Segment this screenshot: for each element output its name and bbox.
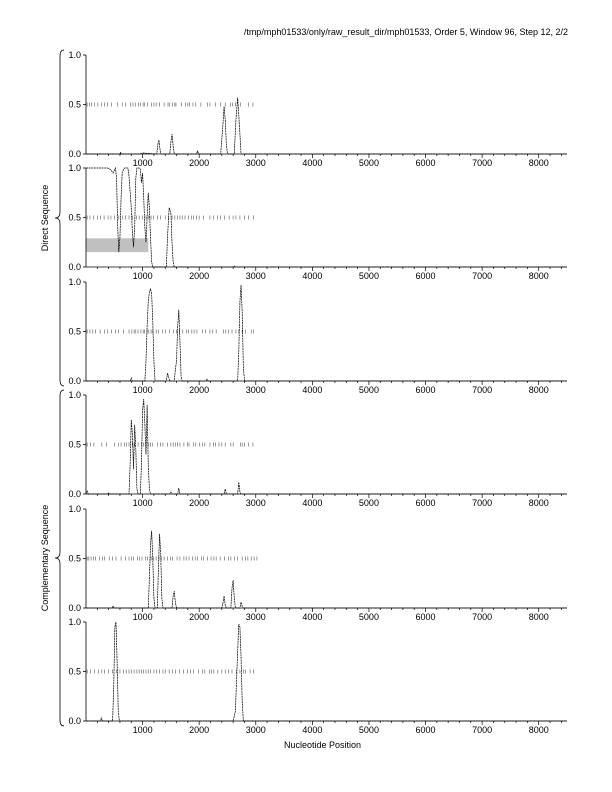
y-tick-label: 0.0 bbox=[68, 376, 81, 386]
y-tick-label: 1.0 bbox=[68, 617, 81, 627]
x-tick-label: 6000 bbox=[415, 271, 436, 281]
shaded-region bbox=[86, 238, 148, 252]
y-tick-label: 0.0 bbox=[68, 262, 81, 272]
x-tick-label: 3000 bbox=[245, 498, 266, 508]
page-title: /tmp/mph01533/only/raw_result_dir/mph01533, Order 5, Window 96, Step 12, 2/2 bbox=[243, 27, 568, 37]
x-tick-label: 5000 bbox=[358, 612, 379, 622]
y-tick-label: 0.0 bbox=[68, 603, 81, 613]
series-line bbox=[86, 399, 567, 494]
panel-1 bbox=[68, 50, 567, 168]
x-tick-label: 7000 bbox=[472, 385, 493, 395]
x-tick-label: 7000 bbox=[472, 498, 493, 508]
y-tick-label: 1.0 bbox=[68, 504, 81, 514]
series-line bbox=[86, 531, 567, 608]
y-tick-label: 1.0 bbox=[68, 390, 81, 400]
x-tick-label: 2000 bbox=[189, 725, 210, 735]
x-tick-label: 8000 bbox=[528, 385, 549, 395]
series-line bbox=[86, 168, 567, 267]
x-tick-label: 4000 bbox=[302, 725, 323, 735]
x-tick-label: 2000 bbox=[189, 498, 210, 508]
x-tick-label: 3000 bbox=[245, 725, 266, 735]
x-tick-label: 1000 bbox=[132, 612, 153, 622]
x-axis-label: Nucleotide Position bbox=[284, 740, 362, 750]
group-brace bbox=[55, 390, 64, 726]
x-tick-label: 2000 bbox=[189, 271, 210, 281]
x-tick-label: 1000 bbox=[132, 498, 153, 508]
y-tick-label: 0.5 bbox=[68, 439, 81, 450]
panel-4 bbox=[68, 390, 567, 508]
x-tick-label: 6000 bbox=[415, 385, 436, 395]
x-tick-label: 4000 bbox=[302, 271, 323, 281]
y-tick-label: 0.0 bbox=[68, 149, 81, 159]
x-tick-label: 7000 bbox=[472, 612, 493, 622]
series-line bbox=[86, 98, 567, 154]
x-tick-label: 6000 bbox=[415, 612, 436, 622]
x-tick-label: 2000 bbox=[189, 612, 210, 622]
x-tick-label: 5000 bbox=[358, 498, 379, 508]
y-tick-label: 0.5 bbox=[68, 212, 81, 223]
x-tick-label: 3000 bbox=[245, 612, 266, 622]
x-tick-label: 6000 bbox=[415, 158, 436, 168]
x-tick-label: 8000 bbox=[528, 725, 549, 735]
x-tick-label: 5000 bbox=[358, 158, 379, 168]
panel-2 bbox=[68, 163, 567, 281]
x-tick-label: 1000 bbox=[132, 158, 153, 168]
x-tick-label: 3000 bbox=[245, 385, 266, 395]
x-tick-label: 1000 bbox=[132, 725, 153, 735]
group-label: Complementary Sequence bbox=[40, 504, 50, 612]
panel-3 bbox=[68, 277, 567, 395]
x-tick-label: 6000 bbox=[415, 725, 436, 735]
y-tick-label: 0.5 bbox=[68, 666, 81, 677]
x-tick-label: 1000 bbox=[132, 385, 153, 395]
y-tick-label: 0.0 bbox=[68, 716, 81, 726]
panel-6 bbox=[68, 617, 567, 735]
x-tick-label: 8000 bbox=[528, 271, 549, 281]
y-tick-label: 1.0 bbox=[68, 163, 81, 173]
x-tick-label: 2000 bbox=[189, 158, 210, 168]
y-tick-label: 1.0 bbox=[68, 50, 81, 60]
x-tick-label: 7000 bbox=[472, 725, 493, 735]
x-tick-label: 7000 bbox=[472, 271, 493, 281]
x-tick-label: 8000 bbox=[528, 498, 549, 508]
x-tick-label: 8000 bbox=[528, 612, 549, 622]
x-tick-label: 1000 bbox=[132, 271, 153, 281]
x-tick-label: 3000 bbox=[245, 158, 266, 168]
x-tick-label: 4000 bbox=[302, 158, 323, 168]
y-tick-label: 1.0 bbox=[68, 277, 81, 287]
x-tick-label: 3000 bbox=[245, 271, 266, 281]
group-brace bbox=[55, 50, 64, 386]
x-tick-label: 5000 bbox=[358, 385, 379, 395]
x-tick-label: 4000 bbox=[302, 498, 323, 508]
series-line bbox=[86, 622, 567, 721]
x-tick-label: 4000 bbox=[302, 385, 323, 395]
x-tick-label: 2000 bbox=[189, 385, 210, 395]
x-tick-label: 8000 bbox=[528, 158, 549, 168]
x-tick-label: 5000 bbox=[358, 271, 379, 281]
x-tick-label: 4000 bbox=[302, 612, 323, 622]
x-tick-label: 6000 bbox=[415, 498, 436, 508]
panel-5 bbox=[68, 504, 567, 622]
x-tick-label: 7000 bbox=[472, 158, 493, 168]
y-tick-label: 0.5 bbox=[68, 99, 81, 110]
group-label: Direct Sequence bbox=[40, 184, 50, 252]
x-tick-label: 5000 bbox=[358, 725, 379, 735]
y-tick-label: 0.5 bbox=[68, 326, 81, 337]
y-tick-label: 0.0 bbox=[68, 489, 81, 499]
y-tick-label: 0.5 bbox=[68, 553, 81, 564]
